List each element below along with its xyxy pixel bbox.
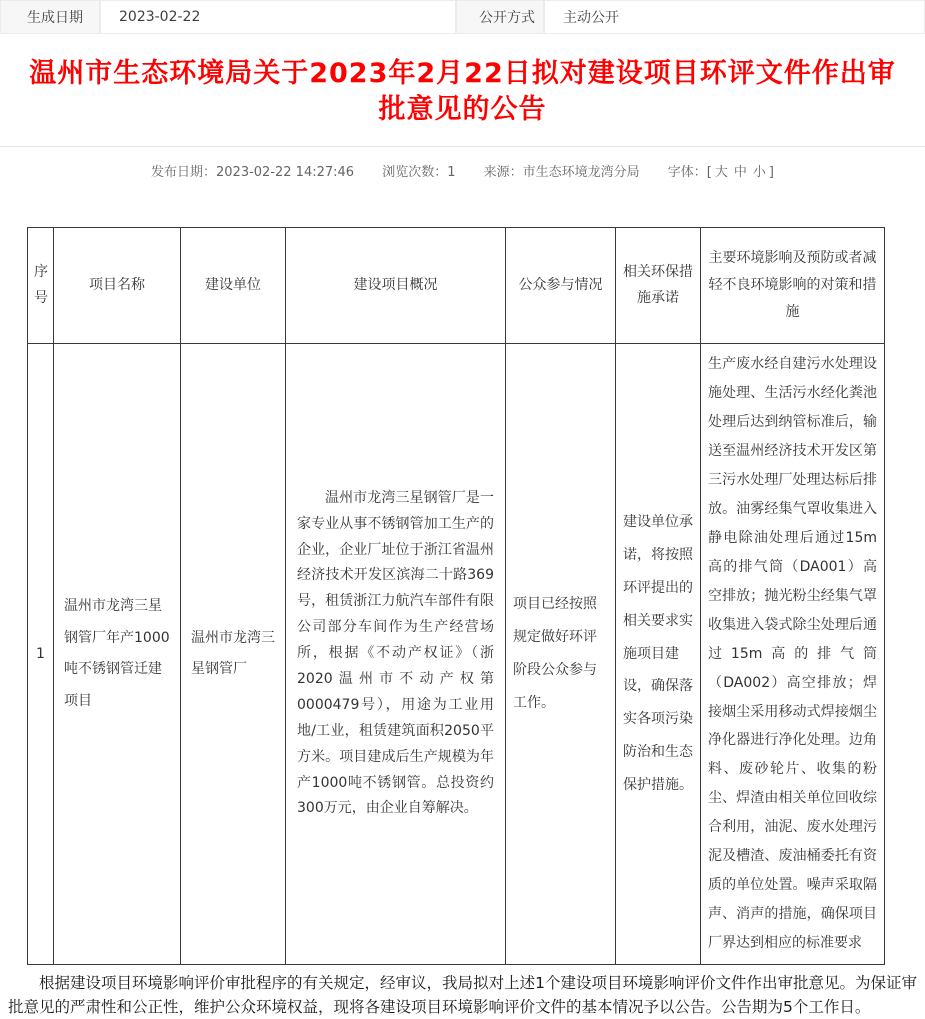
header-no: 序号	[28, 227, 54, 343]
cell-project-name: 温州市龙湾三星钢管厂年产1000吨不锈钢管迁建项目	[54, 343, 181, 964]
project-approval-table	[27, 227, 885, 965]
font-size-small-link[interactable]: 小	[752, 164, 766, 180]
document-info-bar	[0, 0, 925, 34]
font-size-medium-link[interactable]: 中	[733, 164, 747, 180]
generation-date-label: 生成日期	[0, 0, 100, 33]
source: 来源：市生态环境龙湾分局	[483, 164, 640, 180]
cell-public-participation: 项目已经按照规定做好环评阶段公众参与工作。	[506, 343, 616, 964]
cell-builder: 温州市龙湾三星钢管厂	[181, 343, 286, 964]
view-count: 浏览次数：1	[382, 164, 456, 180]
font-size-suffix: ]	[768, 164, 774, 180]
disclosure-method-label: 公开方式	[456, 0, 544, 33]
table-row	[28, 343, 885, 964]
page-title: 温州市生态环境局关于2023年2月22日拟对建设项目环评文件作出审批意见的公告	[29, 58, 896, 126]
title-divider	[0, 146, 925, 147]
header-measures: 主要环境影响及预防或者减轻不良环境影响的对策和措施	[701, 227, 885, 343]
font-size-large-link[interactable]: 大	[714, 164, 728, 180]
article-meta	[0, 161, 925, 180]
generation-date-value: 2023-02-22	[100, 0, 456, 33]
cell-overview: 温州市龙湾三星钢管厂是一家专业从事不锈钢管加工生产的企业，企业厂址位于浙江省温州经济技术开发区滨海二十路369号，租赁浙江力航汽车部件有限公司部分车间作为生产经营场所，根据《不动产权证》（浙2020温州市不动产权第0000479号），用途为工业用地/工业，租赁建筑面积2050平方米。项目建成后生产规模为年产1000吨不锈钢管。总投资约300万元，由企业自筹解决。	[286, 343, 506, 964]
table-header-row	[28, 227, 885, 343]
disclosure-method-value: 主动公开	[544, 0, 925, 33]
closing-paragraph: 根据建设项目环境影响评价审批程序的有关规定，经审议，我局拟对上述1个建设项目环境影响评价文件作出审批意见。为保证审批意见的严肃性和公正性，维护公众环境权益，现将各建设项目环境影响评价文件的基本情况予以公告。公告期为5个工作日。	[8, 974, 917, 1017]
header-commitment: 相关环保措施承诺	[616, 227, 701, 343]
font-size-control	[668, 165, 774, 180]
header-project-name: 项目名称	[54, 227, 181, 343]
header-overview: 建设项目概况	[286, 227, 506, 343]
header-public-participation: 公众参与情况	[506, 227, 616, 343]
font-size-prefix: 字体：[	[667, 164, 712, 180]
header-builder: 建设单位	[181, 227, 286, 343]
cell-commitment: 建设单位承诺，将按照环评提出的相关要求实施项目建设，确保落实各项污染防治和生态保护措施。	[616, 343, 701, 964]
cell-measures: 生产废水经自建污水处理设施处理、生活污水经化粪池处理后达到纳管标准后，输送至温州经济技术开发区第三污水处理厂处理达标后排放。油雾经集气罩收集进入静电除油处理后通过15m高的排气筒（DA001）高空排放；抛光粉尘经集气罩收集进入袋式除尘处理后通过15m高的排气筒（DA002）高空排放；焊接烟尘采用移动式焊接烟尘净化器进行净化处理。边角料、废砂轮片、收集的粉尘、焊渣由相关单位回收综合利用，油泥、废水处理污泥及槽渣、废油桶委托有资质的单位处置。噪声采取隔声、消声的措施，确保项目厂界达到相应的标准要求	[701, 343, 885, 964]
publish-date: 发布日期：2023-02-22 14:27:46	[151, 164, 355, 180]
cell-no: 1	[28, 343, 54, 964]
